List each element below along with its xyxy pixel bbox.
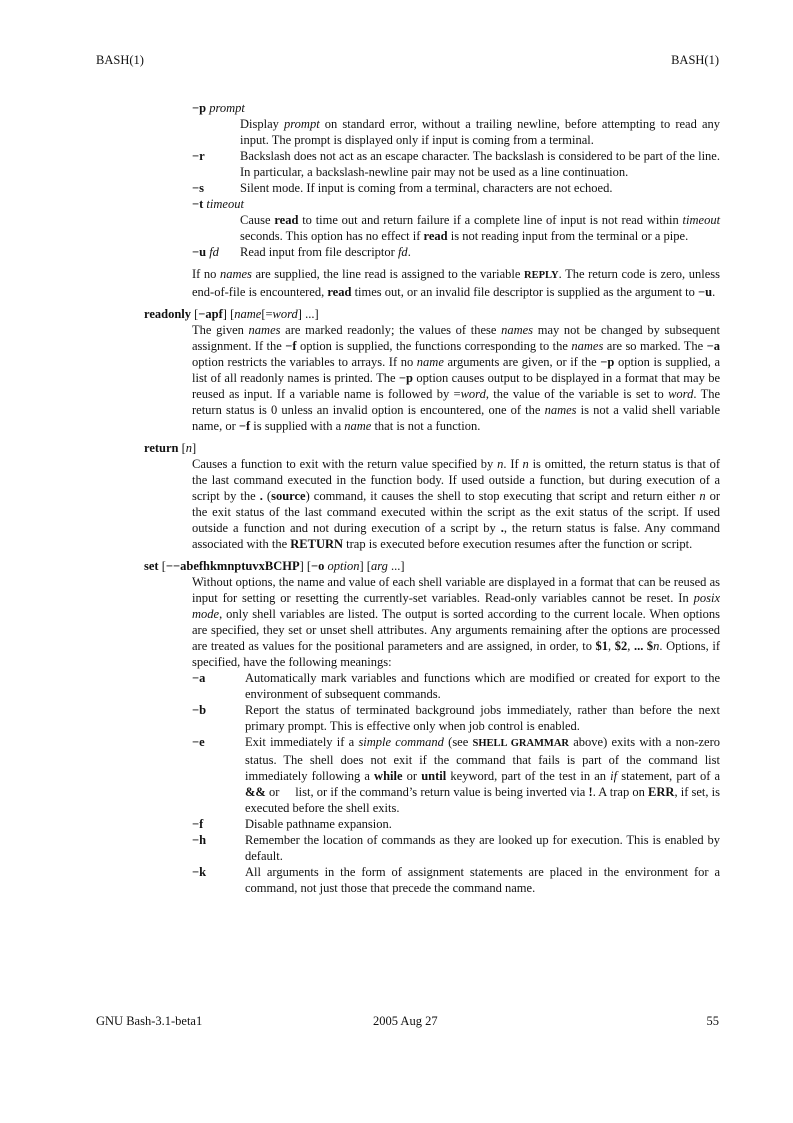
return-description: Causes a function to exit with the return value specified by n. If n is omitted, the return status is that of the last command executed in the function body. If used outside a function, but during execution of a script by the . (source) command, it causes the shell to stop executing that script and return either n or the exit status of the last command executed within the script as the exit status of the script. If used outside a function and not during execution of a script by ., the return status is false. Any command associated with the RETURN trap is executed before execution resumes after the function or script. bbox=[192, 457, 721, 551]
set-option-h: −h Remember the location of commands as they are looked up for execution. This is enabled by default. bbox=[192, 833, 720, 863]
set-option-e: −e Exit immediately if a simple command (see SHELL GRAMMAR above) exits with a non-zero status. The shell does not exit if the command that fails is part of the command list immediately following a while or until keyword, part of the test in an if statement, part of a && or list, or if the command’s return value is being inverted via !. A trap on ERR, if set, is executed before the shell exits. bbox=[192, 735, 721, 815]
footer-left: GNU Bash-3.1-beta1 bbox=[96, 1014, 203, 1028]
set-description: Without options, the name and value of each shell variable are displayed in a format that can be reused as input for setting or resetting the currently-set variables. Read-only variables cannot be reset. In posix mode, only shell variables are listed. The output is sorted according to the current locale. When options are specified, they set or unset shell attributes. Any arguments remaining after the options are processed are treated as values for the positional parameters and are assigned, in order, to $1, $2, ... $n. Options, if specified, have the following meanings: bbox=[192, 575, 721, 669]
set-option-f: −f Disable pathname expansion. bbox=[192, 817, 392, 831]
set-synopsis: set [−−abefhkmnptuvxBCHP] [−o option] [arg ...] bbox=[144, 559, 405, 573]
readonly-synopsis: readonly [−apf] [name[=word] ...] bbox=[144, 307, 319, 321]
option-p-term: −p prompt bbox=[192, 101, 245, 115]
option-r: −r Backslash does not act as an escape character. The backslash is considered to be part of the line. In particular, a backslash-newline pair may not be used as a line continuation. bbox=[192, 149, 720, 179]
return-synopsis: return [n] bbox=[144, 441, 197, 455]
set-options bbox=[192, 670, 720, 896]
set-option-b: −b Report the status of terminated background jobs immediately, rather than before the next primary prompt. This is effective only when job control is enabled. bbox=[192, 703, 720, 733]
readonly-description: The given names are marked readonly; the values of these names may not be changed by subsequent assignment. If the −f option is supplied, the functions corresponding to the names are so marked. The −a option restricts the variables to arrays. If no name arguments are given, or if the −p option is supplied, a list of all readonly names is printed. The −p option causes output to be displayed in a format that may be reused as input. If a variable name is followed by =word, the value of the variable is set to word. The return status is 0 unless an invalid option is encountered, one of the names is not a valid shell variable name, or −f is supplied with a name that is not a function. bbox=[192, 323, 721, 433]
option-u: −u fd Read input from file descriptor fd. bbox=[192, 245, 411, 259]
option-t-term: −t timeout bbox=[192, 197, 244, 211]
option-s: −s Silent mode. If input is coming from a terminal, characters are not echoed. bbox=[192, 181, 613, 195]
option-p-desc: Display prompt on standard error, without a trailing newline, before attempting to read any input. The prompt is displayed only if input is coming from a terminal. bbox=[240, 117, 721, 147]
read-summary: If no names are supplied, the line read is assigned to the variable REPLY. The return code is zero, unless end-of-file is encountered, read times out, or an invalid file descriptor is supplied as the argument to −u. bbox=[192, 267, 720, 299]
footer-center: 2005 Aug 27 bbox=[373, 1014, 438, 1028]
read-options bbox=[192, 100, 720, 260]
set-option-k: −k All arguments in the form of assignment statements are placed in the environment for a command, not just those that precede the command name. bbox=[192, 865, 720, 895]
page-content bbox=[144, 100, 720, 896]
option-t-desc: Cause read to time out and return failure if a complete line of input is not read within timeout seconds. This option has no effect if read is not reading input from the terminal or a pipe. bbox=[240, 213, 721, 243]
header-left: BASH(1) bbox=[96, 53, 144, 67]
set-option-a: −a Automatically mark variables and functions which are modified or created for export to the environment of subsequent commands. bbox=[192, 671, 720, 701]
footer-page-number: 55 bbox=[706, 1014, 719, 1028]
header-right: BASH(1) bbox=[671, 53, 719, 67]
